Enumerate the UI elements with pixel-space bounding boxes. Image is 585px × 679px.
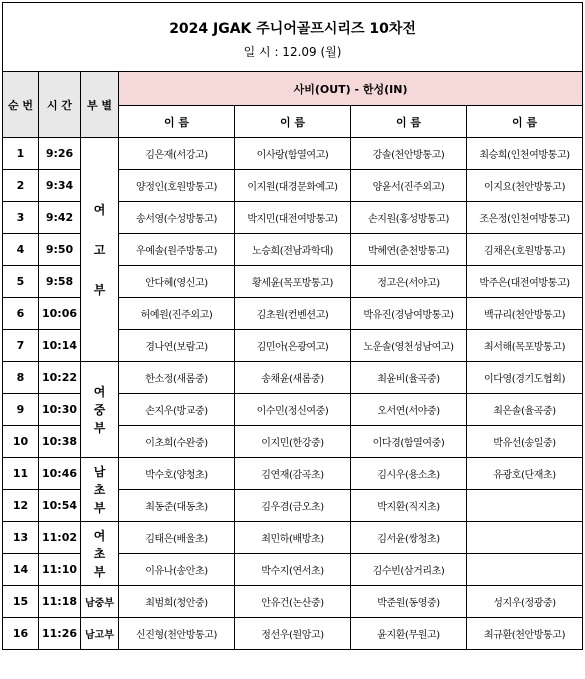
order-number: 11: [3, 458, 39, 490]
player-name: 최서해(목포방통고): [467, 330, 583, 362]
order-number: 2: [3, 170, 39, 202]
header-division: 부 별: [81, 72, 119, 138]
tee-time: 9:34: [39, 170, 81, 202]
player-name: 박혜연(춘천방통고): [351, 234, 467, 266]
player-name: 송서영(수성방통고): [119, 202, 235, 234]
tee-time: 9:42: [39, 202, 81, 234]
player-name: 유광호(단재초): [467, 458, 583, 490]
player-name: 박수호(양청초): [119, 458, 235, 490]
tee-time: 10:38: [39, 426, 81, 458]
tee-time: 10:06: [39, 298, 81, 330]
player-name: 김우겸(금오초): [235, 490, 351, 522]
order-number: 13: [3, 522, 39, 554]
player-name: 최윤비(율곡중): [351, 362, 467, 394]
tee-time: 9:50: [39, 234, 81, 266]
order-number: 9: [3, 394, 39, 426]
header-name-2: 이 름: [235, 106, 351, 138]
player-name: 손지우(방교중): [119, 394, 235, 426]
page-title: 2024 JGAK 주니어골프시리즈 10차전: [169, 21, 416, 37]
player-name: 김채은(호원방통고): [467, 234, 583, 266]
tee-time: 10:46: [39, 458, 81, 490]
tee-time: 10:54: [39, 490, 81, 522]
division-cell: 남중부: [81, 586, 119, 618]
tee-time: 9:58: [39, 266, 81, 298]
player-name: 김은재(서강고): [119, 138, 235, 170]
division-char: 중: [93, 402, 106, 417]
player-name: 경나연(보람고): [119, 330, 235, 362]
player-name: [467, 522, 583, 554]
player-name: 김시우(용소초): [351, 458, 467, 490]
header-course: 사비(OUT) - 한성(IN): [119, 72, 583, 106]
player-name: 손지원(홍성방통고): [351, 202, 467, 234]
tee-time: 11:02: [39, 522, 81, 554]
player-name: 이유나(송안초): [119, 554, 235, 586]
player-name: 이사랑(함열여고): [235, 138, 351, 170]
order-number: 10: [3, 426, 39, 458]
division-char: 부: [93, 420, 106, 435]
division-char: 부: [93, 500, 106, 515]
tee-time: 11:10: [39, 554, 81, 586]
player-name: 박지환(직지초): [351, 490, 467, 522]
tee-time-sheet: [2, 2, 582, 650]
player-name: 조은정(인천여방통고): [467, 202, 583, 234]
table-row: [3, 522, 583, 554]
division-char: 부: [93, 282, 106, 297]
division-cell: 남고부: [81, 618, 119, 650]
player-name: [467, 490, 583, 522]
division-char: 여: [93, 202, 106, 217]
player-name: 박지민(대전여방통고): [235, 202, 351, 234]
event-date: 일 시 : 12.09 (월): [243, 45, 342, 59]
table-row: [3, 458, 583, 490]
header-name-1: 이 름: [119, 106, 235, 138]
player-name: 김초원(컨벤션고): [235, 298, 351, 330]
player-name: 허예원(진주외고): [119, 298, 235, 330]
division-cell: [81, 138, 119, 362]
order-number: 16: [3, 618, 39, 650]
player-name: 김태은(배울초): [119, 522, 235, 554]
player-name: 송채윤(새롬중): [235, 362, 351, 394]
order-number: 15: [3, 586, 39, 618]
tee-time: 11:18: [39, 586, 81, 618]
player-name: 윤지환(무원고): [351, 618, 467, 650]
title-block: [3, 3, 583, 72]
tee-time-table: [2, 2, 583, 650]
player-name: 성지우(정광중): [467, 586, 583, 618]
table-row: [3, 618, 583, 650]
player-name: 정고은(서야고): [351, 266, 467, 298]
player-name: 양정인(호원방통고): [119, 170, 235, 202]
tee-time: 10:14: [39, 330, 81, 362]
order-number: 5: [3, 266, 39, 298]
player-name: 김민아(은광여고): [235, 330, 351, 362]
player-name: 김수빈(삼거리초): [351, 554, 467, 586]
tee-time: 9:26: [39, 138, 81, 170]
division-char: 여: [93, 528, 106, 543]
order-number: 7: [3, 330, 39, 362]
player-name: 이다영(경기도협회): [467, 362, 583, 394]
division-cell: [81, 362, 119, 458]
order-number: 6: [3, 298, 39, 330]
table-row: [3, 362, 583, 394]
player-name: 노승희(전남과학대): [235, 234, 351, 266]
player-name: 최은솔(율곡중): [467, 394, 583, 426]
tee-time: 10:30: [39, 394, 81, 426]
order-number: 12: [3, 490, 39, 522]
division-char: 초: [93, 546, 106, 561]
tee-time: 11:26: [39, 618, 81, 650]
player-name: 안다혜(영신고): [119, 266, 235, 298]
order-number: 3: [3, 202, 39, 234]
order-number: 4: [3, 234, 39, 266]
player-name: 오서연(서야중): [351, 394, 467, 426]
player-name: 최민하(배방초): [235, 522, 351, 554]
player-name: 정선우(원암고): [235, 618, 351, 650]
player-name: 강솔(천안방통고): [351, 138, 467, 170]
header-order: 순 번: [3, 72, 39, 138]
player-name: 이초희(수완중): [119, 426, 235, 458]
order-number: 8: [3, 362, 39, 394]
division-cell: [81, 522, 119, 586]
player-name: 박주은(대전여방통고): [467, 266, 583, 298]
player-name: 이다경(함열여중): [351, 426, 467, 458]
player-name: 안유건(논산중): [235, 586, 351, 618]
header-name-4: 이 름: [467, 106, 583, 138]
division-cell: [81, 458, 119, 522]
division-char: 고: [93, 242, 106, 257]
player-name: 김서윤(쌍청초): [351, 522, 467, 554]
division-char: 남: [93, 464, 106, 479]
division-char: 초: [93, 482, 106, 497]
order-number: 1: [3, 138, 39, 170]
header-time: 시 간: [39, 72, 81, 138]
player-name: 최동준(대동초): [119, 490, 235, 522]
player-name: 한소정(새롬중): [119, 362, 235, 394]
header-name-3: 이 름: [351, 106, 467, 138]
table-row: [3, 586, 583, 618]
player-name: 최규환(천안방통고): [467, 618, 583, 650]
player-name: 박준원(동영중): [351, 586, 467, 618]
player-name: 이지민(한강중): [235, 426, 351, 458]
player-name: 백규리(천안방통고): [467, 298, 583, 330]
division-char: 여: [93, 384, 106, 399]
player-name: [467, 554, 583, 586]
player-name: 박유진(경남여방통고): [351, 298, 467, 330]
player-name: 노운솔(영천성남여고): [351, 330, 467, 362]
player-name: 이지요(천안방통고): [467, 170, 583, 202]
player-name: 신진형(천안방통고): [119, 618, 235, 650]
player-name: 이지원(대경문화예고): [235, 170, 351, 202]
player-name: 박유선(송일중): [467, 426, 583, 458]
player-name: 이수민(정신여중): [235, 394, 351, 426]
division-char: 부: [93, 564, 106, 579]
table-row: [3, 138, 583, 170]
tee-time: 10:22: [39, 362, 81, 394]
order-number: 14: [3, 554, 39, 586]
player-name: 최범희(청안중): [119, 586, 235, 618]
player-name: 우예솔(원주방통고): [119, 234, 235, 266]
player-name: 김연재(감곡초): [235, 458, 351, 490]
player-name: 황세윤(목포방통고): [235, 266, 351, 298]
player-name: 박수지(연서초): [235, 554, 351, 586]
player-name: 최승희(인천여방통고): [467, 138, 583, 170]
player-name: 양윤서(진주외고): [351, 170, 467, 202]
